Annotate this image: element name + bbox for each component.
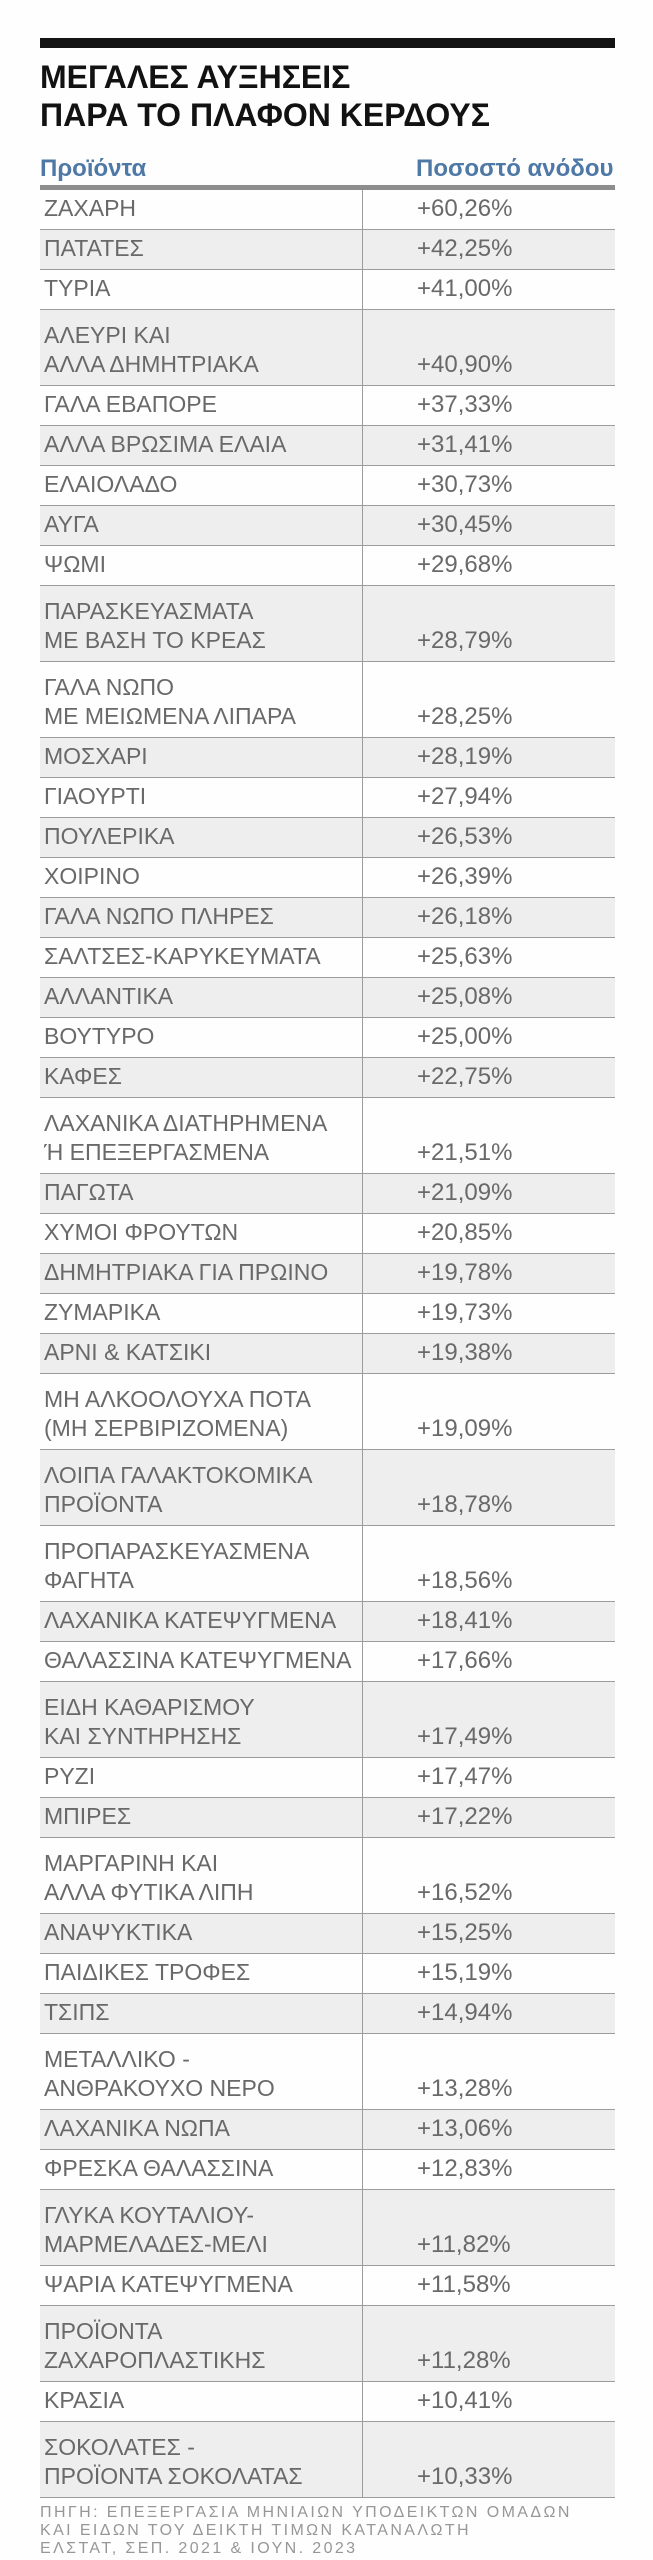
- value-cell: +22,75%: [417, 1063, 513, 1090]
- value-cell: +42,25%: [417, 235, 513, 262]
- table-row: [40, 1334, 615, 1374]
- table-row: [40, 1994, 615, 2034]
- value-cell: +40,90%: [417, 351, 513, 378]
- table-row: [40, 1174, 615, 1214]
- table-row: [40, 662, 615, 738]
- table-row: [40, 858, 615, 898]
- table-row: [40, 898, 615, 938]
- value-cell: +26,18%: [417, 903, 513, 930]
- value-cell: +31,41%: [417, 431, 513, 458]
- product-cell: ΓΑΛΑ ΕΒΑΠΟΡΕ: [40, 386, 363, 425]
- product-cell: ΠΡΟΠΑΡΑΣΚΕΥΑΣΜΕΝΑ ΦΑΓΗΤΑ: [40, 1526, 363, 1601]
- table-row: [40, 1098, 615, 1174]
- table-row: [40, 1374, 615, 1450]
- table-body: [40, 190, 615, 2498]
- product-cell: ΧΥΜΟΙ ΦΡΟΥΤΩΝ: [40, 1214, 363, 1253]
- value-cell: +20,85%: [417, 1219, 513, 1246]
- product-cell: ΣΑΛΤΣΕΣ-ΚΑΡΥΚΕΥΜΑΤΑ: [40, 938, 363, 977]
- product-cell: ΜΗ ΑΛΚΟΟΛΟΥΧΑ ΠΟΤΑ (ΜΗ ΣΕΡΒΙΡΙΖΟΜΕΝΑ): [40, 1374, 363, 1449]
- column-header-products: Προϊόντα: [40, 155, 147, 182]
- value-cell: +29,68%: [417, 551, 513, 578]
- column-headers: [40, 155, 615, 182]
- value-cell: +17,66%: [417, 1647, 513, 1674]
- value-cell: +19,73%: [417, 1299, 513, 1326]
- value-cell: +11,28%: [417, 2347, 511, 2374]
- table-row: [40, 310, 615, 386]
- product-cell: ΦΡΕΣΚΑ ΘΑΛΑΣΣΙΝΑ: [40, 2150, 363, 2189]
- table-row: [40, 1838, 615, 1914]
- table-row: [40, 2382, 615, 2422]
- table-row: [40, 2190, 615, 2266]
- product-cell: ΑΡΝΙ & ΚΑΤΣΙΚΙ: [40, 1334, 363, 1373]
- table-row: [40, 1526, 615, 1602]
- value-cell: +10,41%: [417, 2387, 513, 2414]
- table-row: [40, 1642, 615, 1682]
- table-row: [40, 738, 615, 778]
- product-cell: ΜΕΤΑΛΛΙΚΟ - ΑΝΘΡΑΚΟΥΧΟ ΝΕΡΟ: [40, 2034, 363, 2109]
- table-row: [40, 506, 615, 546]
- product-cell: ΑΝΑΨΥΚΤΙΚΑ: [40, 1914, 363, 1953]
- table-row: [40, 1058, 615, 1098]
- product-cell: ΓΑΛΑ ΝΩΠΟ ΜΕ ΜΕΙΩΜΕΝΑ ΛΙΠΑΡΑ: [40, 662, 363, 737]
- value-cell: +18,78%: [417, 1491, 513, 1518]
- table-row: [40, 1214, 615, 1254]
- table-row: [40, 2422, 615, 2498]
- product-cell: ΖΑΧΑΡΗ: [40, 190, 363, 229]
- product-cell: ΘΑΛΑΣΣΙΝΑ ΚΑΤΕΨΥΓΜΕΝΑ: [40, 1642, 363, 1681]
- product-cell: ΨΩΜΙ: [40, 546, 363, 585]
- value-cell: +30,73%: [417, 471, 513, 498]
- value-cell: +37,33%: [417, 391, 513, 418]
- product-cell: ΠΑΤΑΤΕΣ: [40, 230, 363, 269]
- product-cell: ΚΑΦΕΣ: [40, 1058, 363, 1097]
- table-row: [40, 546, 615, 586]
- table-row: [40, 2110, 615, 2150]
- product-cell: ΛΑΧΑΝΙΚΑ ΝΩΠΑ: [40, 2110, 363, 2149]
- product-cell: ΓΛΥΚΑ ΚΟΥΤΑΛΙΟΥ- ΜΑΡΜΕΛΑΔΕΣ-ΜΕΛΙ: [40, 2190, 363, 2265]
- product-cell: ΒΟΥΤΥΡΟ: [40, 1018, 363, 1057]
- value-cell: +11,82%: [417, 2231, 511, 2258]
- product-cell: ΚΡΑΣΙΑ: [40, 2382, 363, 2421]
- table-row: [40, 466, 615, 506]
- product-cell: ΑΛΛΑΝΤΙΚΑ: [40, 978, 363, 1017]
- table-row: [40, 1682, 615, 1758]
- value-cell: +13,28%: [417, 2075, 513, 2102]
- table-row: [40, 1450, 615, 1526]
- source-note-line1: ΠΗΓΗ: ΕΠΕΞΕΡΓΑΣΙΑ ΜΗΝΙΑΙΩΝ ΥΠΟΔΕΙΚΤΩΝ ΟΜΑΔΩΝ: [40, 2504, 572, 2521]
- product-cell: ΑΥΓΑ: [40, 506, 363, 545]
- value-cell: +10,33%: [417, 2463, 513, 2490]
- table-row: [40, 1602, 615, 1642]
- product-cell: ΧΟΙΡΙΝΟ: [40, 858, 363, 897]
- table-row: [40, 938, 615, 978]
- value-cell: +18,41%: [417, 1607, 513, 1634]
- table-row: [40, 386, 615, 426]
- value-cell: +14,94%: [417, 1999, 513, 2026]
- table-row: [40, 230, 615, 270]
- source-note-line3: ΕΛΣΤΑΤ, ΣΕΠ. 2021 & ΙΟΥΝ. 2023: [40, 2540, 358, 2557]
- product-cell: ΓΑΛΑ ΝΩΠΟ ΠΛΗΡΕΣ: [40, 898, 363, 937]
- value-cell: +28,25%: [417, 703, 513, 730]
- value-cell: +27,94%: [417, 783, 513, 810]
- table-row: [40, 1758, 615, 1798]
- product-cell: ΠΟΥΛΕΡΙΚΑ: [40, 818, 363, 857]
- value-cell: +12,83%: [417, 2155, 513, 2182]
- table-row: [40, 818, 615, 858]
- product-cell: ΑΛΕΥΡΙ ΚΑΙ ΑΛΛΑ ΔΗΜΗΤΡΙΑΚΑ: [40, 310, 363, 385]
- product-cell: ΛΟΙΠΑ ΓΑΛΑΚΤΟΚΟΜΙΚΑ ΠΡΟΪΟΝΤΑ: [40, 1450, 363, 1525]
- table-row: [40, 1254, 615, 1294]
- source-note: [40, 2504, 615, 2558]
- table-row: [40, 778, 615, 818]
- product-cell: ΓΙΑΟΥΡΤΙ: [40, 778, 363, 817]
- product-cell: ΛΑΧΑΝΙΚΑ ΔΙΑΤΗΡΗΜΕΝΑ Ή ΕΠΕΞΕΡΓΑΣΜΕΝΑ: [40, 1098, 363, 1173]
- table-row: [40, 270, 615, 310]
- content-column: [40, 0, 615, 2558]
- value-cell: +30,45%: [417, 511, 513, 538]
- page-title-line2: ΠΑΡΑ ΤΟ ΠΛΑΦΟΝ ΚΕΡΔΟΥΣ: [40, 97, 490, 133]
- table-row: [40, 2150, 615, 2190]
- table-row: [40, 1954, 615, 1994]
- value-cell: +26,53%: [417, 823, 513, 850]
- table-row: [40, 426, 615, 466]
- table-row: [40, 2034, 615, 2110]
- value-cell: +19,09%: [417, 1415, 513, 1442]
- product-cell: ΛΑΧΑΝΙΚΑ ΚΑΤΕΨΥΓΜΕΝΑ: [40, 1602, 363, 1641]
- table-row: [40, 978, 615, 1018]
- product-cell: ΠΡΟΪΟΝΤΑ ΖΑΧΑΡΟΠΛΑΣΤΙΚΗΣ: [40, 2306, 363, 2381]
- product-cell: ΠΑΓΩΤΑ: [40, 1174, 363, 1213]
- value-cell: +25,00%: [417, 1023, 513, 1050]
- value-cell: +15,25%: [417, 1919, 513, 1946]
- value-cell: +21,51%: [417, 1139, 513, 1166]
- product-cell: ΖΥΜΑΡΙΚΑ: [40, 1294, 363, 1333]
- table-row: [40, 1798, 615, 1838]
- table-row: [40, 586, 615, 662]
- product-cell: ΕΙΔΗ ΚΑΘΑΡΙΣΜΟΥ ΚΑΙ ΣΥΝΤΗΡΗΣΗΣ: [40, 1682, 363, 1757]
- value-cell: +17,49%: [417, 1723, 513, 1750]
- product-cell: ΣΟΚΟΛΑΤΕΣ - ΠΡΟΪΟΝΤΑ ΣΟΚΟΛΑΤΑΣ: [40, 2422, 363, 2497]
- product-cell: ΜΠΙΡΕΣ: [40, 1798, 363, 1837]
- value-cell: +19,38%: [417, 1339, 513, 1366]
- source-note-line2: ΚΑΙ ΕΙΔΩΝ ΤΟΥ ΔΕΙΚΤΗ ΤΙΜΩΝ ΚΑΤΑΝΑΛΩΤΗ: [40, 2522, 471, 2539]
- product-cell: ΕΛΑΙΟΛΑΔΟ: [40, 466, 363, 505]
- table-row: [40, 1018, 615, 1058]
- product-cell: ΔΗΜΗΤΡΙΑΚΑ ΓΙΑ ΠΡΩΙΝΟ: [40, 1254, 363, 1293]
- value-cell: +26,39%: [417, 863, 513, 890]
- product-cell: ΑΛΛΑ ΒΡΩΣΙΜΑ ΕΛΑΙΑ: [40, 426, 363, 465]
- value-cell: +28,79%: [417, 627, 513, 654]
- product-cell: ΤΣΙΠΣ: [40, 1994, 363, 2033]
- value-cell: +19,78%: [417, 1259, 513, 1286]
- value-cell: +13,06%: [417, 2115, 513, 2142]
- value-cell: +17,47%: [417, 1763, 513, 1790]
- product-cell: ΠΑΡΑΣΚΕΥΑΣΜΑΤΑ ΜΕ ΒΑΣΗ ΤΟ ΚΡΕΑΣ: [40, 586, 363, 661]
- value-cell: +17,22%: [417, 1803, 513, 1830]
- page-title: [40, 58, 615, 134]
- table-row: [40, 190, 615, 230]
- value-cell: +28,19%: [417, 743, 513, 770]
- product-cell: ΠΑΙΔΙΚΕΣ ΤΡΟΦΕΣ: [40, 1954, 363, 1993]
- value-cell: +41,00%: [417, 275, 513, 302]
- top-rule: [40, 38, 615, 48]
- value-cell: +21,09%: [417, 1179, 513, 1206]
- table-row: [40, 1294, 615, 1334]
- value-cell: +25,08%: [417, 983, 513, 1010]
- page-title-line1: ΜΕΓΑΛΕΣ ΑΥΞΗΣΕΙΣ: [40, 59, 351, 95]
- table-row: [40, 2266, 615, 2306]
- table-row: [40, 1914, 615, 1954]
- table-row: [40, 2306, 615, 2382]
- column-header-percentage: Ποσοστό ανόδου: [416, 155, 614, 182]
- value-cell: +11,58%: [417, 2271, 511, 2298]
- product-cell: ΤΥΡΙΑ: [40, 270, 363, 309]
- value-cell: +60,26%: [417, 195, 513, 222]
- product-cell: ΡΥΖΙ: [40, 1758, 363, 1797]
- value-cell: +15,19%: [417, 1959, 513, 1986]
- value-cell: +18,56%: [417, 1567, 513, 1594]
- value-cell: +25,63%: [417, 943, 513, 970]
- value-cell: +16,52%: [417, 1879, 513, 1906]
- product-cell: ΜΑΡΓΑΡΙΝΗ ΚΑΙ ΑΛΛΑ ΦΥΤΙΚΑ ΛΙΠΗ: [40, 1838, 363, 1913]
- product-cell: ΨΑΡΙΑ ΚΑΤΕΨΥΓΜΕΝΑ: [40, 2266, 363, 2305]
- product-cell: ΜΟΣΧΑΡΙ: [40, 738, 363, 777]
